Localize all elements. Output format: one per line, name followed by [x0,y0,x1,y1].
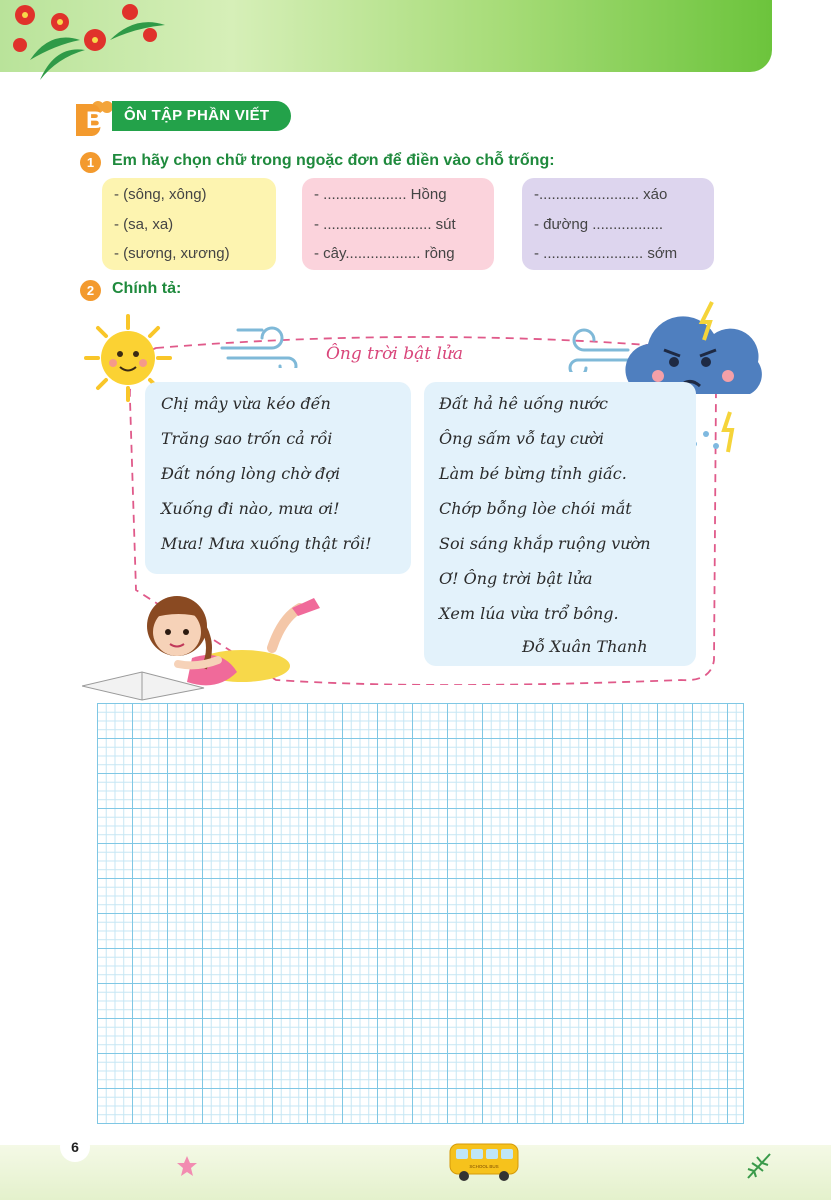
bus-label: SCHOOL BUS [469,1164,499,1169]
word-box-yellow [102,178,276,270]
flower-decoration-icon [0,0,170,90]
fill-blank[interactable]: - .......................... sút [314,216,456,233]
poem-line: Đất hả hê uống nước [439,394,608,413]
school-bus-icon [448,1140,520,1182]
poem-line: Ơ! Ông trời bật lửa [439,569,593,588]
poem-line: Xuống đi nào, mưa ơi! [161,499,340,518]
poem-line: Trăng sao trốn cả rồi [161,429,333,448]
poem-title: Ông trời bật lửa [326,344,463,364]
handwriting-grid[interactable] [97,703,744,1124]
poem-stanza-left [145,382,411,574]
wind-icon [218,318,302,368]
star-icon [176,1155,198,1177]
section-title: ÔN TẬP PHẦN VIẾT [112,101,291,131]
poem-line: Mưa! Mưa xuống thật rồi! [161,534,372,553]
poem-author: Đỗ Xuân Thanh [522,637,648,656]
fill-blank[interactable]: - đường ................. [534,216,664,233]
poem-line: Soi sáng khắp ruộng vườn [439,534,651,553]
word-box-pink [302,178,494,270]
fill-blank[interactable]: - ........................ sớm [534,245,678,262]
girl-reading-illustration [82,568,322,708]
poem-line: Đất nóng lòng chờ đợi [161,464,341,483]
section-letter: B [86,107,104,134]
poem-line: Chớp bỗng lòe chói mắt [439,499,632,518]
poem-line: Ông sấm vỗ tay cười [439,429,605,448]
exercise-2-number: 2 [80,280,101,301]
exercise-2-instruction: Chính tả: [112,280,182,297]
fill-blank[interactable]: -........................ xáo [534,186,668,203]
poem-stanza-right [424,382,696,666]
exercise-1-number: 1 [80,152,101,173]
poem-line: Làm bé bừng tỉnh giấc. [439,464,627,483]
word-pair: - (sa, xa) [114,216,174,233]
fill-blank[interactable]: - cây.................. rồng [314,245,455,262]
poem-line: Xem lúa vừa trổ bông. [439,604,619,623]
leaf-icon [744,1150,774,1180]
word-pair: - (sông, xông) [114,186,207,203]
footer-ground [0,1145,831,1200]
page-number: 6 [60,1132,90,1162]
fill-blank[interactable]: - .................... Hồng [314,186,447,203]
poem-line: Chị mây vừa kéo đến [161,394,331,413]
word-box-purple [522,178,714,270]
exercise-1-instruction: Em hãy chọn chữ trong ngoặc đơn để điền vào chỗ trống: [112,152,555,169]
section-letter-badge [70,98,114,138]
word-pair: - (sương, xương) [114,245,230,262]
